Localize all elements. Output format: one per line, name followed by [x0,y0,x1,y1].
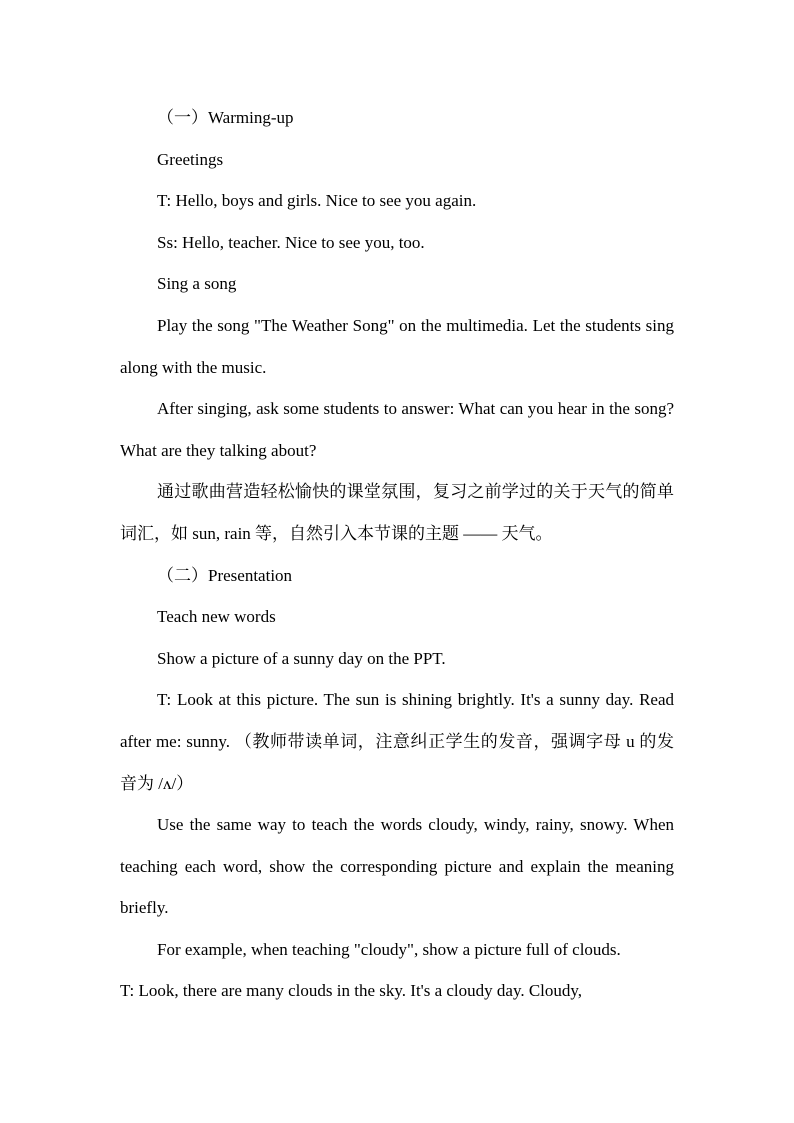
dialogue-line-students: Ss: Hello, teacher. Nice to see you, too. [157,232,425,252]
section-heading-warming-up: （一）Warming-up [157,108,294,127]
paragraph-for-example: For example, when teaching "cloudy", show a picture full of clouds. [157,939,621,959]
paragraph-cloudy-dialogue: T: Look, there are many clouds in the sky. It's a cloudy day. Cloudy, [120,981,583,1001]
subheading-sing-a-song: Sing a song [157,274,237,294]
subheading-greetings: Greetings [157,149,224,169]
paragraph-same-way: Use the same way to teach the words cloudy, windy, rainy, snowy. When teaching each word, show the corresponding picture and explain the meaning briefly. [120,815,674,918]
paragraph-play-song: Play the song "The Weather Song" on the multimedia. Let the students sing along with the music. [120,315,674,377]
section-heading-presentation: （二）Presentation [157,565,293,585]
paragraph-sunny-example: T: Look at this picture. The sun is shining brightly. It's a sunny day. Read after me: sunny. （教师带读单词，注意纠正学生的发音，强调字母 u 的发音为 /ʌ/） [120,690,674,793]
paragraph-chinese-note: 通过歌曲营造轻松愉快的课堂氛围，复习之前学过的关于天气的简单词汇，如 sun, rain 等，自然引入本节课的主题 —— 天气。 [120,482,674,543]
dialogue-line-teacher: T: Hello, boys and girls. Nice to see you again. [157,191,477,211]
subheading-teach-new-words: Teach new words [157,607,276,627]
document-body [120,97,674,1012]
paragraph-show-picture: Show a picture of a sunny day on the PPT. [157,648,446,668]
paragraph-after-singing: After singing, ask some students to answer: What can you hear in the song? What are they talking about? [120,399,674,460]
